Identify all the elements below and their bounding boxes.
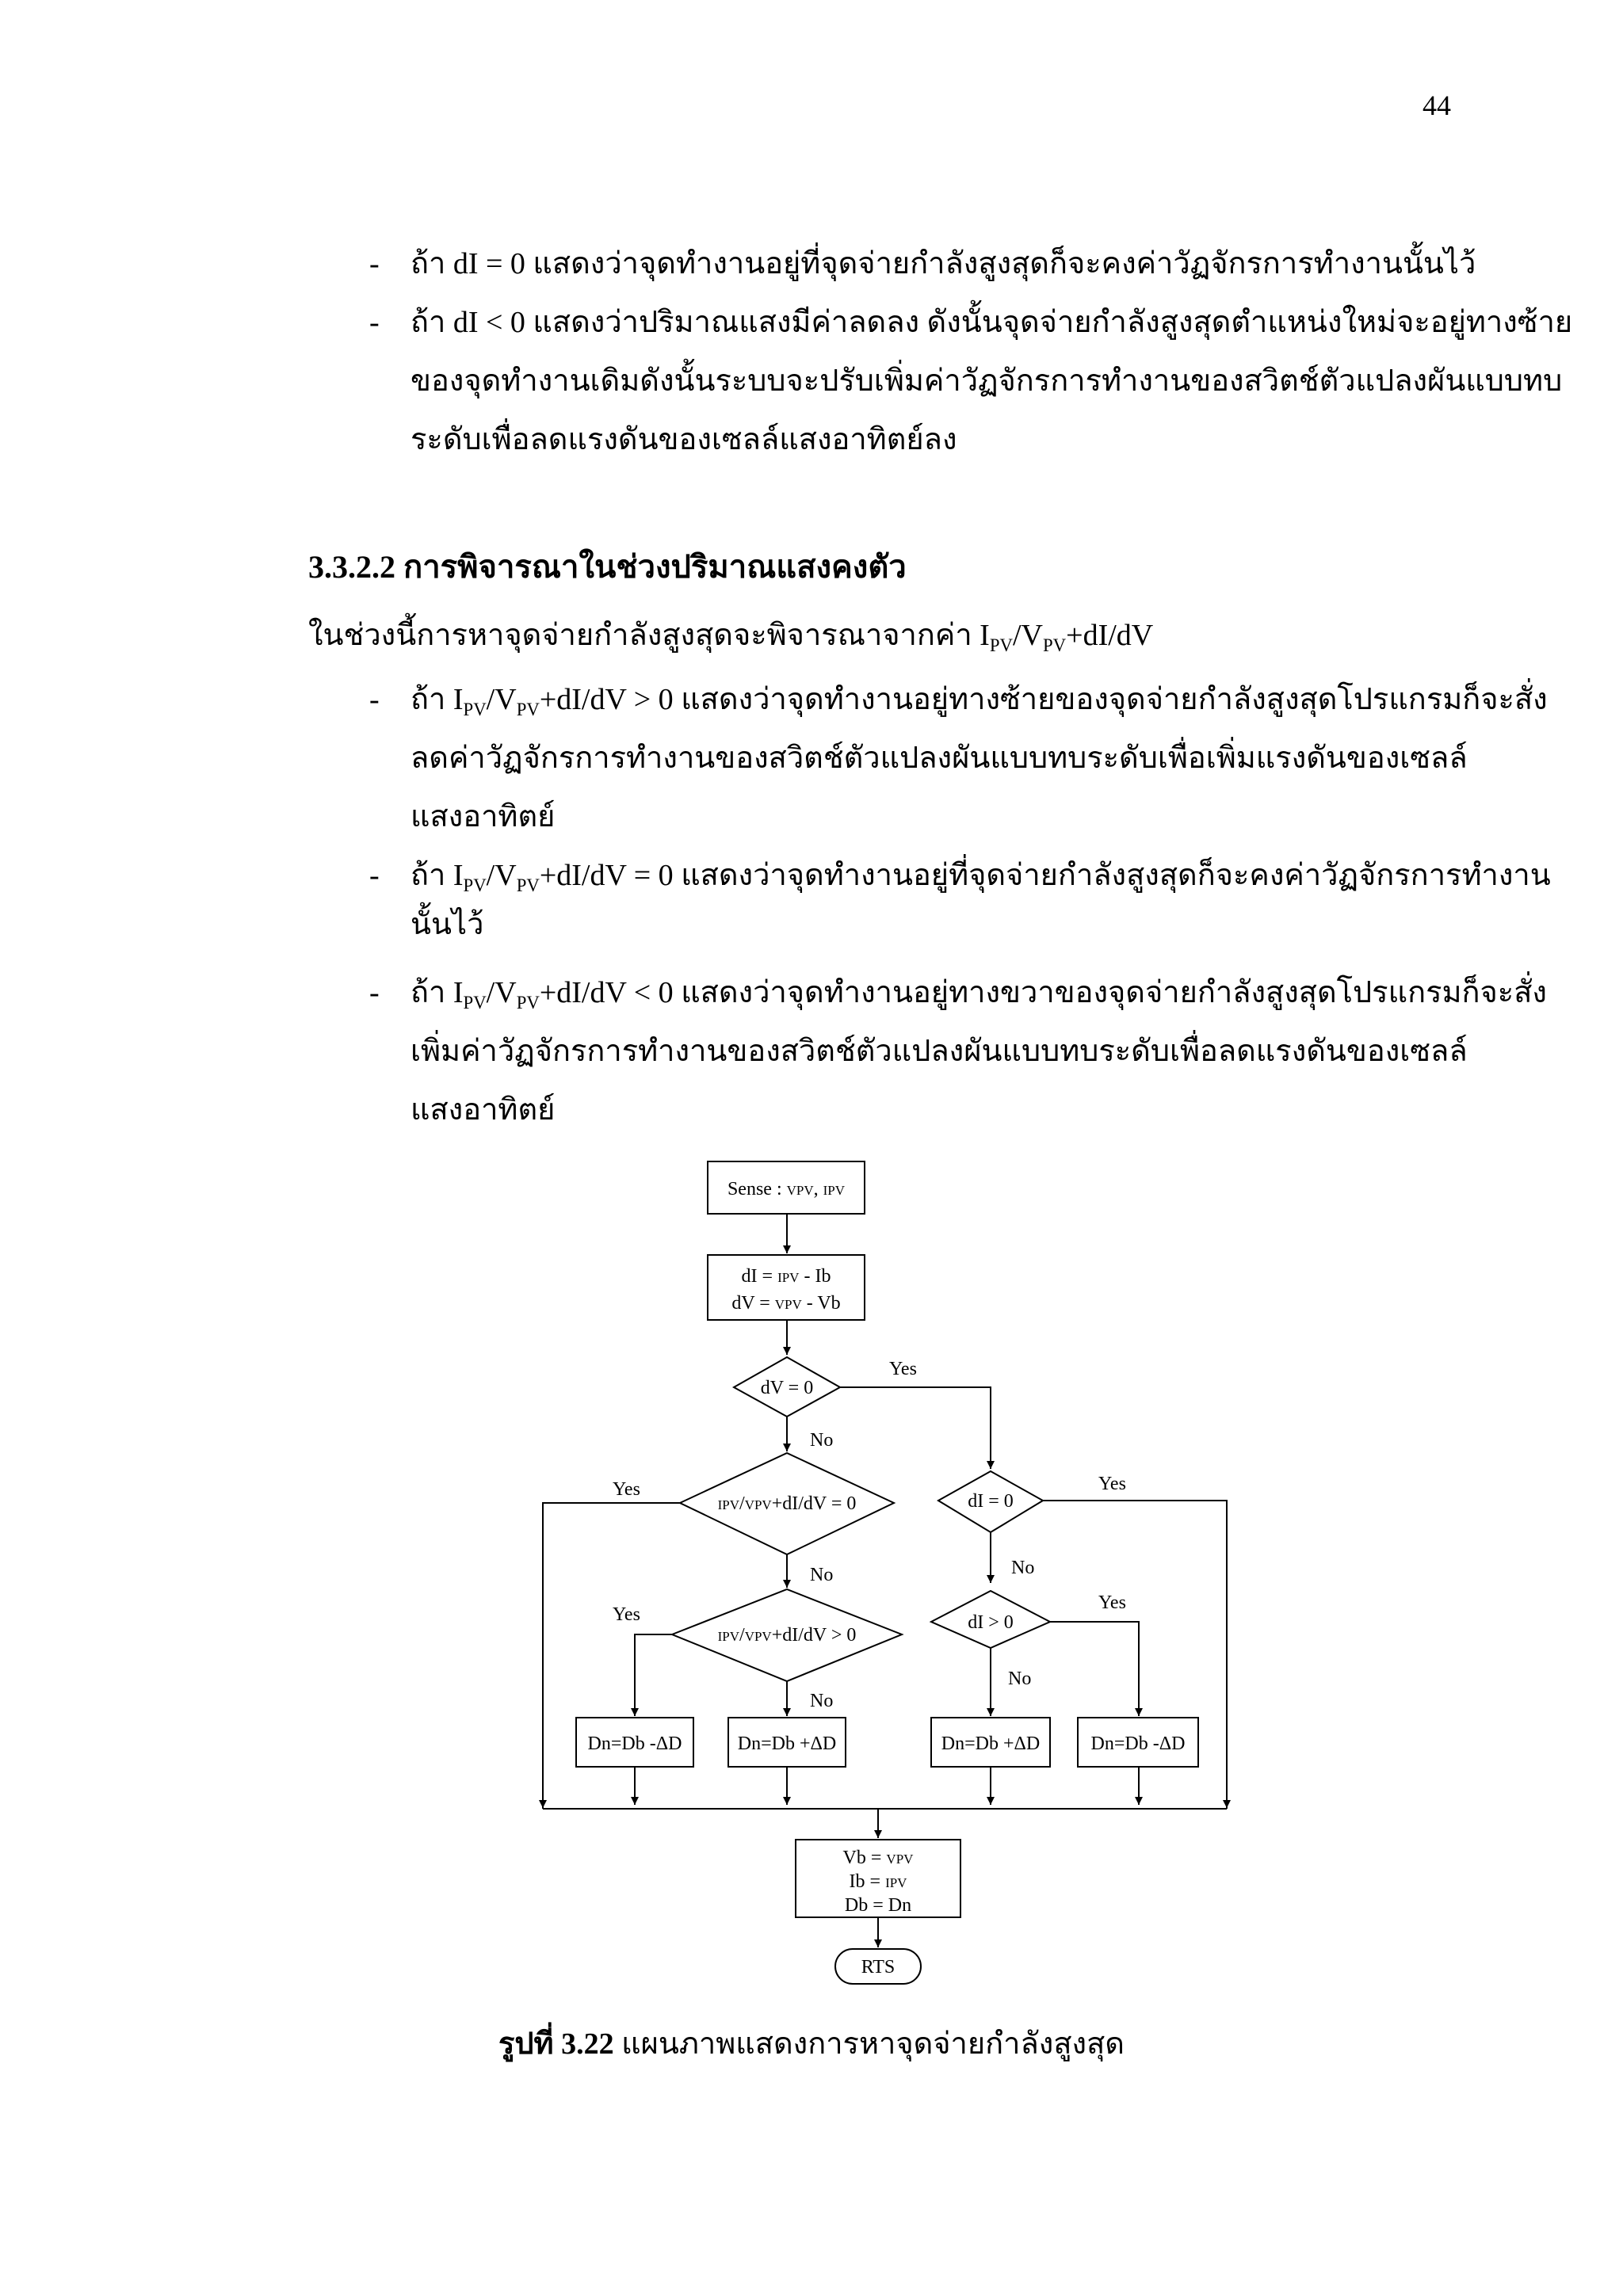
label-yes: Yes <box>613 1604 640 1625</box>
bullet-text-line: แสงอาทิตย์ <box>411 800 556 833</box>
subscript-pv: PV <box>1042 635 1067 655</box>
bullet-dash: - <box>369 976 380 1009</box>
duty-minus-box-right <box>1078 1718 1198 1767</box>
section-heading: 3.3.2.2 การพิจารณาในช่วงปริมาณแสงคงตัว <box>308 549 907 585</box>
bullet-dash: - <box>369 306 380 339</box>
bullet-text-line: ระดับเพื่อลดแรงดันของเซลล์แสงอาทิตย์ลง <box>411 423 957 456</box>
svg-text:dI = 0: dI = 0 <box>968 1491 1014 1512</box>
bullet-text-line: ของจุดทำงานเดิมดังนั้นระบบจะปรับเพิ่มค่าวัฏจักรการทำงานของสวิตช์ตัวแปลงผันแบบทบ <box>411 364 1563 398</box>
duty-minus-box-left <box>576 1718 693 1767</box>
slash: / <box>1012 619 1022 652</box>
bullet-text-line: ถ้า $I_{PV}/V_{PV}+dI/dV < 0$ แสดงว่าจุดทำงานอยู่ทางขวาของจุดจ่ายกำลังสูงสุดโปรแกรมก็จะสั่ง <box>411 976 1547 1013</box>
svg-text:Ib = IPV: Ib = IPV <box>849 1871 907 1892</box>
figure-caption <box>0 2019 1623 2067</box>
bullet-text-line: ลดค่าวัฏจักรการทำงานของสวิตช์ตัวแปลงผันแบบทบระดับเพื่อเพิ่มแรงดันของเซลล์ <box>411 742 1468 775</box>
duty-plus-box-right <box>931 1718 1050 1767</box>
derivative-term: +dI/dV <box>1066 619 1154 652</box>
bullet-text-line: ถ้า dI < 0 แสดงว่าปริมาณแสงมีค่าลดลง ดังนั้นจุดจ่ายกำลังสูงสุดตำแหน่งใหม่จะอยู่ทางซ้าย <box>411 306 1573 339</box>
symbol-i: I <box>980 619 990 652</box>
decision-cond-eq-zero <box>680 1453 894 1554</box>
svg-text:IPV/VPV+dI/dV = 0: IPV/VPV+dI/dV = 0 <box>717 1493 857 1514</box>
rts-terminator <box>835 1949 921 1984</box>
subscript-pv: PV <box>989 635 1013 655</box>
delta-calc-box <box>708 1255 865 1320</box>
svg-text:Dn=Db +ΔD: Dn=Db +ΔD <box>737 1733 837 1754</box>
decision-cond-gt-zero <box>672 1589 902 1681</box>
connector <box>635 1634 672 1716</box>
svg-text:Vb = VPV: Vb = VPV <box>842 1848 914 1868</box>
svg-text:Dn=Db -ΔD: Dn=Db -ΔD <box>587 1733 682 1754</box>
label-yes: Yes <box>1098 1592 1126 1613</box>
page-number: 44 <box>1423 90 1451 121</box>
svg-text:dI = IPV - Ib: dI = IPV - Ib <box>741 1266 831 1287</box>
label-yes: Yes <box>613 1479 640 1500</box>
figure-label: รูปที่ 3.22 <box>498 2027 614 2061</box>
flowchart-connectors <box>543 1214 1227 1947</box>
figure-caption-text: แผนภาพแสดงการหาจุดจ่ายกำลังสูงสุด <box>613 2027 1125 2061</box>
label-yes: Yes <box>1098 1474 1126 1494</box>
label-no: No <box>810 1691 834 1711</box>
bullet-dash: - <box>369 247 380 280</box>
connector <box>1050 1622 1139 1716</box>
svg-text:Sense : VPV, IPV: Sense : VPV, IPV <box>727 1179 846 1199</box>
label-no: No <box>810 1430 834 1451</box>
bullet-text-line: ถ้า $I_{PV}/V_{PV}+dI/dV > 0$ แสดงว่าจุดทำงานอยู่ทางซ้ายของจุดจ่ายกำลังสูงสุดโปรแกรมก็จะสั่ง <box>411 683 1548 719</box>
bullet-dash: - <box>369 859 380 892</box>
svg-text:RTS: RTS <box>861 1957 896 1978</box>
label-no: No <box>1008 1669 1032 1689</box>
decision-di-zero <box>938 1471 1043 1532</box>
svg-text:IPV/VPV+dI/dV > 0: IPV/VPV+dI/dV > 0 <box>717 1625 857 1646</box>
bullet-text: ถ้า dI = 0 แสดงว่าจุดทำงานอยู่ที่จุดจ่ายกำลังสูงสุดก็จะคงค่าวัฏจักรการทำงานนั้นไว้ <box>411 247 1476 280</box>
branch-labels <box>613 1359 1126 1711</box>
bullet-dash: - <box>369 683 380 716</box>
bullet-text-line: เพิ่มค่าวัฏจักรการทำงานของสวิตช์ตัวแปลงผันแบบทบระดับเพื่อลดแรงดันของเซลล์ <box>411 1035 1468 1068</box>
symbol-v: V <box>1021 619 1043 652</box>
svg-text:Dn=Db +ΔD: Dn=Db +ΔD <box>941 1733 1041 1754</box>
svg-text:Db = Dn: Db = Dn <box>844 1895 912 1916</box>
duty-plus-box-left <box>728 1718 846 1767</box>
decision-dv-zero <box>734 1357 840 1417</box>
svg-text:Dn=Db -ΔD: Dn=Db -ΔD <box>1090 1733 1186 1754</box>
connector <box>840 1387 991 1469</box>
sense-box <box>708 1161 865 1214</box>
label-yes: Yes <box>889 1359 917 1379</box>
label-no: No <box>1011 1558 1035 1578</box>
bullet-text-line: แสงอาทิตย์ <box>411 1093 556 1127</box>
bullet-text-line: ถ้า $I_{PV}/V_{PV}+dI/dV = 0$ แสดงว่าจุดทำงานอยู่ที่จุดจ่ายกำลังสูงสุดก็จะคงค่าวัฏจักรการทำงาน <box>411 859 1551 895</box>
decision-di-positive <box>931 1591 1050 1648</box>
bullet-text-line: นั้นไว้ <box>411 908 484 941</box>
svg-text:dI > 0: dI > 0 <box>968 1612 1014 1633</box>
svg-text:dV = 0: dV = 0 <box>760 1378 814 1398</box>
update-box <box>796 1840 960 1917</box>
svg-text:dV = VPV - Vb: dV = VPV - Vb <box>731 1293 841 1314</box>
label-no: No <box>810 1565 834 1585</box>
intro-text: ในช่วงนี้การหาจุดจ่ายกำลังสูงสุดจะพิจารณาจากค่า <box>308 619 980 652</box>
